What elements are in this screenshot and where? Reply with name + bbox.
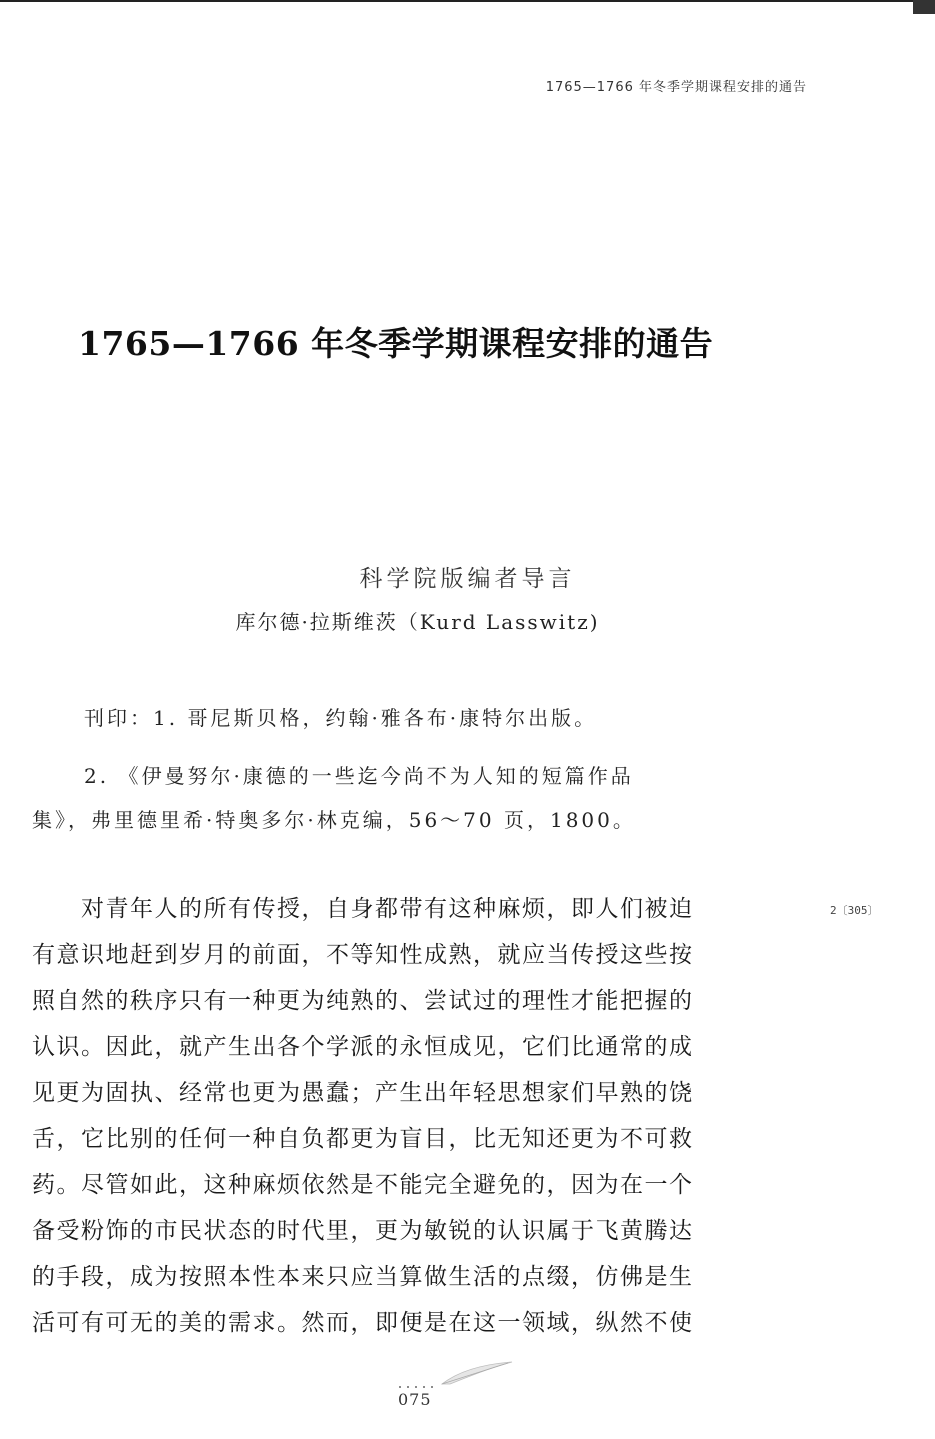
body-line: 备受粉饰的市民状态的时代里，更为敏锐的认识属于飞黄腾达 — [32, 1218, 694, 1244]
scan-corner-mark — [913, 0, 935, 14]
body-line: 药。尽管如此，这种麻烦依然是不能完全避免的，因为在一个 — [32, 1172, 694, 1198]
margin-page-reference: 2〔305〕 — [830, 904, 879, 917]
publication-line-1: 刊印：1. 哥尼斯贝格，约翰·雅各布·康特尔出版。 — [84, 706, 598, 730]
body-line: 活可有可无的美的需求。然而，即便是在这一领域，纵然不使 — [32, 1310, 694, 1336]
body-line: 对青年人的所有传授，自身都带有这种麻烦，即人们被迫 — [32, 896, 694, 922]
body-line: 认识。因此，就产生出各个学派的永恒成见，它们比通常的成 — [32, 1034, 694, 1060]
intro-author: 库尔德·拉斯维茨（Kurd Lasswitz) — [235, 610, 600, 634]
body-line: 有意识地赶到岁月的前面，不等知性成熟，就应当传授这些按 — [32, 942, 694, 968]
running-head: 1765—1766 年冬季学期课程安排的通告 — [545, 80, 807, 95]
body-line: 舌，它比别的任何一种自负都更为盲目，比无知还更为不可救 — [32, 1126, 694, 1152]
top-border-line — [0, 0, 935, 2]
page-number: 075 — [398, 1390, 432, 1409]
publication-line-2b: 集》，弗里德里希·特奥多尔·林克编，56～70 页，1800。 — [32, 808, 636, 832]
page-title: 1765—1766 年冬季学期课程安排的通告 — [78, 324, 714, 363]
body-line: 照自然的秩序只有一种更为纯熟的、尝试过的理性才能把握的 — [32, 988, 694, 1014]
intro-heading: 科学院版编者导言 — [359, 566, 576, 592]
body-line: 见更为固执、经常也更为愚蠢；产生出年轻思想家们早熟的饶 — [32, 1080, 694, 1106]
publication-line-2a: 2. 《伊曼努尔·康德的一些迄今尚不为人知的短篇作品 — [84, 764, 634, 788]
body-line: 的手段，成为按照本性本来只应当算做生活的点缀，仿佛是生 — [32, 1264, 694, 1290]
